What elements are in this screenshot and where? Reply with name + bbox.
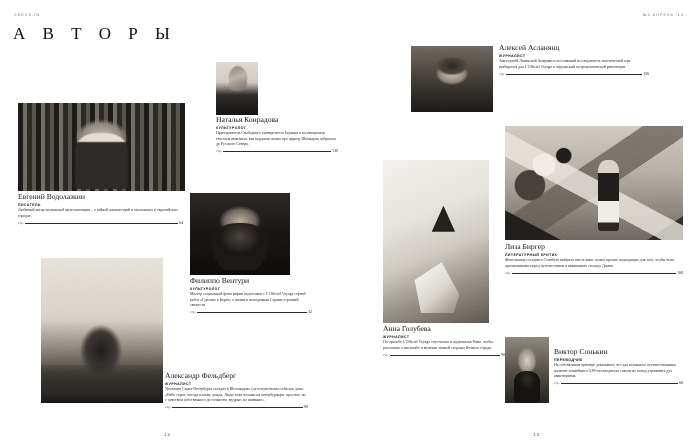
page-label: стр. <box>216 149 222 154</box>
page-label: стр. <box>499 71 505 76</box>
photo-sonkin <box>505 337 549 403</box>
page-number: 88 <box>304 405 308 410</box>
page-reference[interactable] <box>554 381 683 385</box>
author-bio: Завсегдатай Латинской Америки и постоянный исследователь экзотической еды разбирался для L'Officiel Voyage в перуанский гастрономической революции. <box>499 59 631 69</box>
page-reference[interactable] <box>383 353 505 357</box>
folio-right: 13 <box>533 432 540 437</box>
page-number: 156 <box>643 71 649 76</box>
author-entry-vodolazkin <box>18 193 183 225</box>
author-role: КУЛЬТУРОЛОГ <box>216 125 247 130</box>
page-number: 168 <box>677 270 683 275</box>
leader-rule <box>172 407 302 408</box>
author-name: Виктор Сонькин <box>554 347 608 356</box>
author-role: ПИСАТЕЛЬ <box>18 202 41 207</box>
page-number: 66 <box>679 381 683 386</box>
author-role: ЛИТЕРАТУРНЫЙ КРИТИК <box>505 252 558 257</box>
photo-birger <box>505 126 683 240</box>
running-head-left: CHECK-IN <box>14 13 41 17</box>
page-label: стр. <box>383 352 389 357</box>
page-label: стр. <box>190 310 196 315</box>
page-label: стр. <box>18 220 24 225</box>
running-head-right: №4 АПРЕЛЬ '13 <box>642 13 684 17</box>
page-reference[interactable] <box>499 72 649 76</box>
photo-aslanyants <box>411 46 493 112</box>
author-entry-venturi <box>190 277 312 314</box>
author-entry-golubeva <box>383 325 505 357</box>
page-label: стр. <box>554 381 560 386</box>
author-entry-sonkin <box>554 348 683 385</box>
author-entry-feldberg <box>165 372 308 409</box>
page-number: 42 <box>308 310 312 315</box>
leader-rule <box>390 355 499 356</box>
page-reference[interactable] <box>165 405 308 409</box>
author-role: КУЛЬТУРОЛОГ <box>190 286 221 291</box>
leader-rule <box>561 383 677 384</box>
author-entry-konradova <box>216 116 338 153</box>
author-name: Евгений Водолазкин <box>18 192 85 201</box>
author-name: Лиза Биргер <box>505 242 545 251</box>
author-bio: Мастер социальной фотографии подготовил с L'Officiel Voyage серией работ «Сделано в Корее» о жизни в молодежная Страны утренней свежести. <box>190 292 306 308</box>
author-name: Филиппо Вентури <box>190 276 250 285</box>
author-bio: По просьбе L'Officiel Voyage спустилась в подземелья Рима, чтобы рассказать о масштабе и величии темной стороны Вечного города. <box>383 340 493 350</box>
author-name: Алексей Асланянц <box>499 43 560 52</box>
author-role: ЖУРНАЛИСТ <box>383 334 410 339</box>
page-reference[interactable] <box>190 310 312 314</box>
page-number: 64 <box>179 220 183 225</box>
page-reference[interactable] <box>18 221 183 225</box>
author-bio: Уроженец Санкт-Петербурга съездил в Шотландию, где почувствовал себя как дома: «Небо серое, погода плохая, дождь. Люди тоже похожи на петербуржцев, простые, но с чувством собственного достоинства, мудрые, но наивные». <box>165 387 306 403</box>
author-role: ПЕРЕВОДЧИК <box>554 357 583 362</box>
leader-rule <box>223 151 331 152</box>
author-name: Александр Фельдберг <box>165 371 237 380</box>
leader-rule <box>197 312 306 313</box>
page-label: стр. <box>165 405 171 410</box>
page-number: 130 <box>332 149 338 154</box>
photo-golubeva <box>383 160 489 323</box>
author-name: Наталья Конрадова <box>216 115 279 124</box>
author-role: ЖУРНАЛИСТ <box>499 53 526 58</box>
author-role: ЖУРНАЛИСТ <box>165 381 192 386</box>
leader-rule <box>512 273 676 274</box>
photo-konradova <box>216 62 258 115</box>
leader-rule <box>25 223 177 224</box>
leader-rule <box>506 74 642 75</box>
page-reference[interactable] <box>216 149 338 153</box>
author-entry-birger <box>505 243 683 275</box>
photo-venturi <box>190 193 290 275</box>
photo-feldberg <box>41 258 163 403</box>
author-bio: На собственном примере доказывает, что для истинного путешественника наличие точнейшего GPS-путеводителя совсем не повод утрачивать дух авантюризма. <box>554 363 676 379</box>
author-entry-aslanyants <box>499 44 649 76</box>
author-name: Анна Голубева <box>383 324 431 333</box>
photo-vodolazkin <box>18 103 185 191</box>
folio-left: 12 <box>164 432 171 437</box>
page-label: стр. <box>505 270 511 275</box>
author-bio: Жительница соседнего Стамбула выбрала шесть книг, лучше прочих подходящих для того, чтобы быть прочитанными перед путешествием в нынешнюю столицу Дании. <box>505 258 675 268</box>
page-reference[interactable] <box>505 271 683 275</box>
author-bio: Преподаватель Свободного университета Берлина и коллекционер текстиля выяснила, как курдская сказка про царицу Шахмаран добралась до Русского Севера. <box>216 131 337 147</box>
page-number: 90 <box>501 352 505 357</box>
page-title: А В Т О Р Ы <box>13 24 177 43</box>
author-bio: Любимый автор московской интеллигенции – о тайной жизниימерей в московских и европейских городах. <box>18 208 178 218</box>
